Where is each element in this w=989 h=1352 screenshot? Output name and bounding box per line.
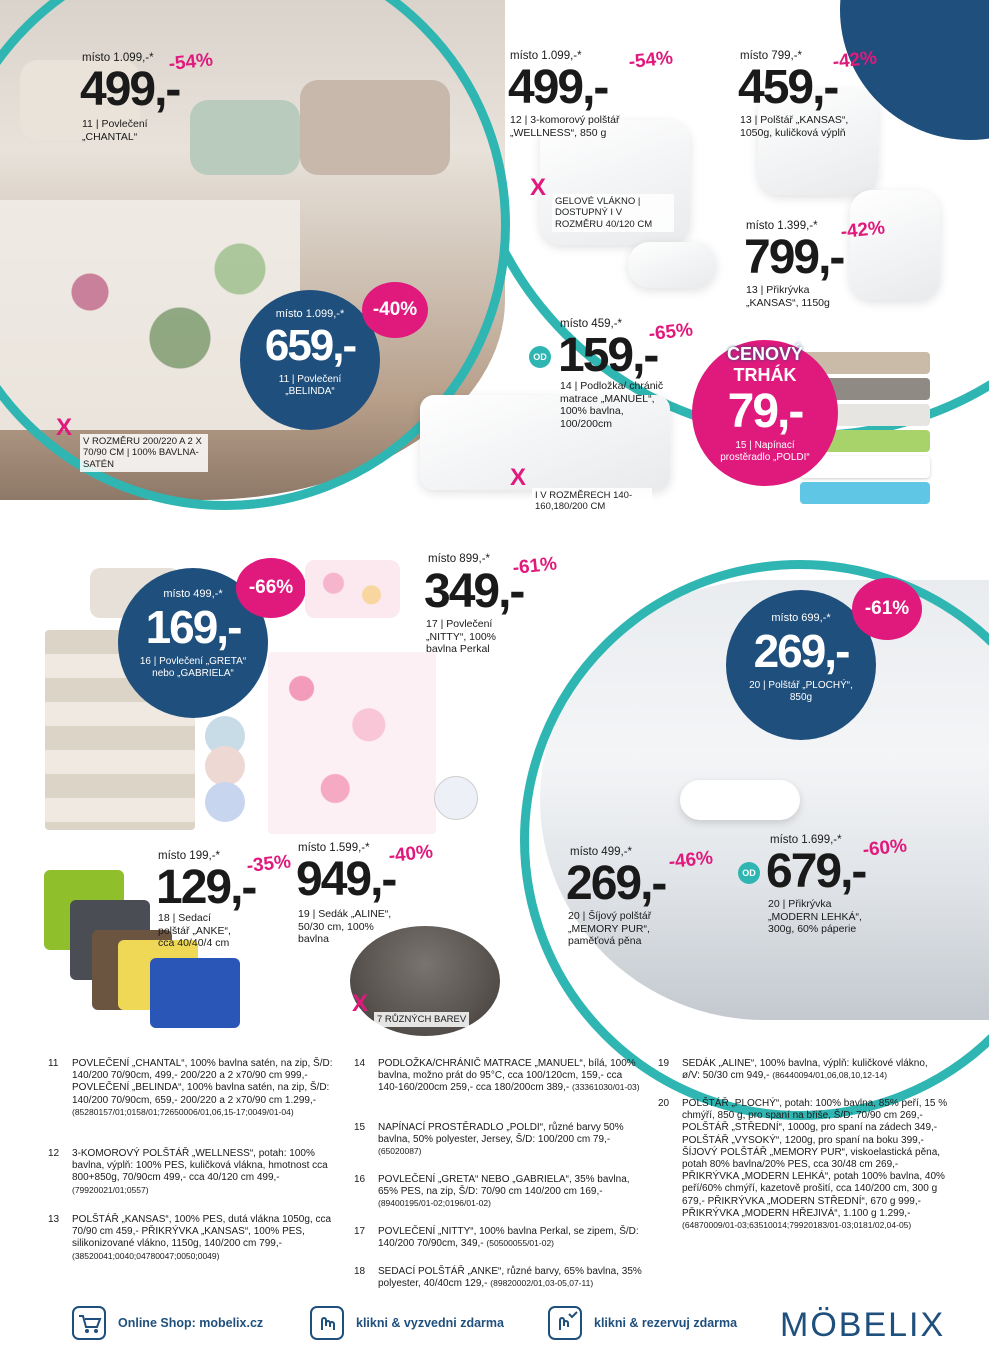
legend-number: 11 (48, 1058, 59, 1069)
product-desc: 11 | Povlečení „CHANTAL“ (82, 118, 148, 143)
legend-item (354, 1226, 642, 1250)
discount-badge: -54% (627, 47, 675, 74)
product-note: 7 RŮZNÝCH BAREV (374, 1012, 469, 1027)
legend-text: NAPÍNACÍ PROSTĚRADLO „POLDI“, různé barvy 50% bavlna, 50% polyester, Jersey, Š/D: 100/200 cm 79,- (378, 1122, 624, 1146)
sale-price: 349,- (424, 565, 524, 618)
legend-code: (79920021/01;0557) (72, 1184, 149, 1195)
legend-text: SEDÁK „ALINE“, 100% bavlna, výplň: kuličkové vlákno, ø/V: 50/30 cm 949,- (682, 1058, 928, 1082)
product-desc: 11 | Povlečení „BELINDA“ (278, 374, 342, 397)
sale-price: 659,- (264, 321, 356, 370)
click-pickup-icon (310, 1306, 344, 1340)
sale-price: 459,- (738, 61, 838, 114)
was-price: místo 1.099,-* (510, 50, 582, 62)
sale-price: 499,- (508, 61, 608, 114)
legend-code: (38520041;0040;04780047;0050;0049) (72, 1250, 220, 1261)
was-price: místo 199,-* (158, 850, 220, 862)
product-desc: 20 | Polštář „PLOCHÝ“, 850g (749, 680, 853, 703)
sale-price: 799,- (744, 231, 844, 284)
legend-text: POVLEČENÍ „CHANTAL“, 100% bavlna satén, na zip, Š/D: 140/200 70/90cm, 499,- 200/220 a 2 x70/90 cm 999,- POVLEČENÍ „BELINDA“, 100% bavlna satén, na zip, Š/D: 140/200 70/90cm, 659,- 200/220 a 2 x70/90 cm 1.299,- (72, 1058, 333, 1106)
sale-price: 499,- (80, 63, 180, 116)
legend-code: (86440094/01,06,08,10,12-14) (772, 1070, 888, 1081)
legend-number: 12 (48, 1148, 60, 1159)
product-desc: 16 | Povlečení „GRETA“ nebo „GABRIELA“ (139, 656, 247, 679)
product-note: I V ROZMĚRECH 140-160,180/200 CM (532, 488, 652, 515)
product-desc: 18 | Sedací polštář „ANKE“, cca 40/40/4 cm (158, 912, 231, 950)
od-badge: OD (529, 346, 551, 368)
product-desc: 13 | Polštář „KANSAS“, 1050g, kuličková výplň (740, 114, 849, 139)
product-desc: 19 | Sedák „ALINE“, 50/30 cm, 100% bavlna (298, 908, 392, 946)
legend-text: 3-KOMOROVÝ POLŠTÁŘ „WELLNESS“, potah: 100% bavlna, výplň: 100% PES, kuličková vlákna, hmotnost cca 800+850g, 70/90cm 499,- cca 40/120 cm 499,- (72, 1148, 328, 1184)
x-marker-icon: X (56, 414, 73, 441)
legend-number: 16 (354, 1174, 366, 1185)
discount-badge: -54% (167, 49, 215, 76)
legend-code: (33361030/01-03) (572, 1082, 640, 1093)
was-price: místo 1.599,-* (298, 842, 370, 854)
mobelix-logo[interactable]: MÖBELIX (780, 1306, 946, 1344)
legend-item (354, 1122, 642, 1159)
was-price: místo 499,-* (570, 846, 632, 858)
legend-number: 15 (354, 1122, 366, 1133)
was-price: místo 699,-* (771, 612, 831, 624)
swatch-image (205, 746, 245, 786)
shopping-cart-icon (72, 1306, 106, 1340)
was-price: místo 799,-* (740, 50, 802, 62)
sale-price: 129,- (156, 861, 256, 914)
click-reserve-icon (548, 1306, 582, 1340)
footer (0, 1300, 989, 1352)
discount-badge: -35% (245, 851, 293, 878)
legend-item (48, 1148, 336, 1197)
product-desc: 20 | Šíjový polštář „MEMORY PUR“, paměťová pěna (568, 910, 652, 948)
sale-price: 269,- (566, 857, 666, 910)
was-price: místo 1.099,-* (82, 52, 154, 64)
discount-badge: -61% (511, 553, 559, 580)
discount-badge: -40% (362, 282, 428, 338)
legend-item (354, 1174, 642, 1211)
legend-item (48, 1058, 336, 1119)
legend-text: POVLEČENÍ „GRETA“ NEBO „GABRIELA“, 35% bavlna, 65% PES, na zip, Š/D: 70/90 cm 140/200 cm 169,- (378, 1174, 630, 1198)
legend-text: POVLEČENÍ „NITTY“, 100% bavlna Perkal, se zipem, Š/D: 140/200 70/90cm, 349,- (378, 1226, 639, 1250)
discount-badge: -61% (852, 578, 922, 640)
legend-code: (50500055/01-02) (486, 1238, 555, 1249)
discount-badge: -42% (831, 47, 879, 74)
reserve-link[interactable]: klikni & rezervuj zdarma (594, 1316, 738, 1330)
price-circle (240, 290, 380, 430)
product-desc: 12 | 3-komorový polštář „WELLNESS“, 850 g (510, 114, 620, 139)
legend-text: SEDACÍ POLŠTÁŘ „ANKE“, různé barvy, 65% bavlna, 35% polyester, 40/40cm 129,- (378, 1266, 642, 1290)
product-desc: 20 | Přikrývka „MODERN LEHKÁ“, 300g, 60% páperie (768, 898, 862, 936)
discount-badge: -42% (839, 217, 887, 244)
legend-number: 18 (354, 1266, 366, 1277)
product-desc: 15 | Napínací prostěradlo „POLDI“ (720, 440, 810, 463)
discount-badge: -60% (861, 835, 909, 862)
legend-number: 19 (658, 1058, 670, 1069)
product-desc: 17 | Povlečení „NITTY“, 100% bavlna Perkal (426, 618, 497, 656)
x-marker-icon: X (352, 990, 369, 1017)
legend-item (658, 1098, 948, 1232)
legend-number: 14 (354, 1058, 366, 1069)
legend-item (354, 1058, 642, 1095)
discount-badge: -65% (647, 319, 695, 346)
legend-text: POLŠTÁŘ „PLOCHÝ“, potah: 100% bavlna, 85% peří, 15 % chmýří, 850 g, pro spaní na břiše, Š/D: 70/90 cm 269,- POLŠTÁŘ „STŘEDNÍ“, 1000g, pro spaní na zádech 349,- POLŠTÁŘ „VYSOKÝ“, 1200g, pro spaní na boku 399,- ŠÍJOVÝ POLŠTÁŘ „MEMORY PUR“, viskoelastická pěna, potah 80% bavlna/20% PES, cca 30/48 cm 269,- PŘIKRÝVKA „MODERN LEHKÁ“, potah 100% bavlna, 40% peří/60% chmýří, kazetově prošití, cca 140/200 cm, 300 g 679,- PŘIKRÝVKA „MODERN STŘEDNÍ“, 670 g 999,- PŘIKRÝVKA „MODERN HŘEJIVÁ“, 1.100 g 1.299,- (682, 1098, 948, 1219)
product-note: GELOVÉ VLÁKNO | DOSTUPNÝ I V ROZMĚRU 40/120 CM (552, 194, 674, 232)
trhak-label: TRHÁK (733, 365, 797, 385)
od-badge: OD (738, 862, 760, 884)
legend-code: (89820002/01,03-05,07-11) (490, 1278, 594, 1289)
sale-price: 949,- (296, 853, 396, 906)
discount-badge: -40% (387, 841, 435, 868)
legend-number: 20 (658, 1098, 670, 1109)
was-price: místo 499,-* (163, 588, 223, 600)
legend-code: (64870009/01-03;63510014;79920183/01-03;0181/02,04-05) (682, 1219, 912, 1230)
product-note: V ROZMĚRU 200/220 A 2 X 70/90 CM | 100% BAVLNA-SATÉN (80, 434, 208, 472)
x-marker-icon: X (530, 174, 547, 201)
product-desc: 14 | Podložka/ chránič matrace „MANUEL“, 100% bavlna, 100/200cm (560, 380, 664, 430)
legend-item (48, 1214, 336, 1263)
legend-code: (65020087) (378, 1146, 422, 1157)
x-marker-icon: X (510, 464, 527, 491)
product-desc: 13 | Přikrývka „KANSAS“, 1150g (746, 284, 830, 309)
cenovy-label: CENOVÝ (726, 344, 804, 364)
sale-price: 169,- (145, 601, 241, 653)
was-price: místo 899,-* (428, 553, 490, 565)
online-shop-link[interactable]: Online Shop: mobelix.cz (118, 1316, 264, 1330)
duvet-kansas-image (850, 190, 940, 300)
sale-price: 679,- (766, 845, 866, 898)
swatch-image (205, 782, 245, 822)
price-trhak-circle (692, 340, 838, 486)
discount-badge: -46% (667, 847, 715, 874)
pillow-wellness-detail-image (628, 242, 716, 288)
was-price: místo 1.699,-* (770, 834, 842, 846)
sale-price: 79,- (727, 385, 803, 438)
legend-number: 17 (354, 1226, 366, 1237)
was-price: místo 459,-* (560, 318, 622, 330)
sale-price: 269,- (753, 625, 849, 677)
cushion-blue-image (150, 958, 240, 1028)
legend-text: PODLOŽKA/CHRÁNIČ MATRACE „MANUEL“, bílá, 100% bavlna, možno prát do 95°C, cca 100/120cm, 159,- cca 140-160/200cm 259,- cca 180/200cm 389,- (378, 1058, 636, 1094)
discount-badge: -66% (236, 558, 306, 618)
legend-code: (85280157/01;0158/01;72650006/01,06,15-17;0049/01-04) (72, 1106, 294, 1117)
legend-item (658, 1058, 948, 1082)
swatch-image (434, 776, 478, 820)
pickup-link[interactable]: klikni & vyzvedni zdarma (356, 1316, 504, 1330)
legend-code: (89400195/01-02;0196/01-02) (378, 1198, 491, 1209)
sale-price: 159,- (558, 329, 658, 382)
nitty-bedding-image (268, 652, 436, 834)
legend-text: POLŠTÁŘ „KANSAS“, 100% PES, dutá vlákna 1050g, cca 70/90 cm 459,- PŘIKRÝVKA „KANSAS“, 100% PES, silikonizované vlákno, 1150g, 140/200 cm 799,- (72, 1214, 332, 1250)
was-price: místo 1.099,-* (275, 308, 345, 320)
pillow-image (305, 560, 400, 618)
legend-number: 13 (48, 1214, 60, 1225)
legend-item (354, 1266, 642, 1290)
was-price: místo 1.399,-* (746, 220, 818, 232)
